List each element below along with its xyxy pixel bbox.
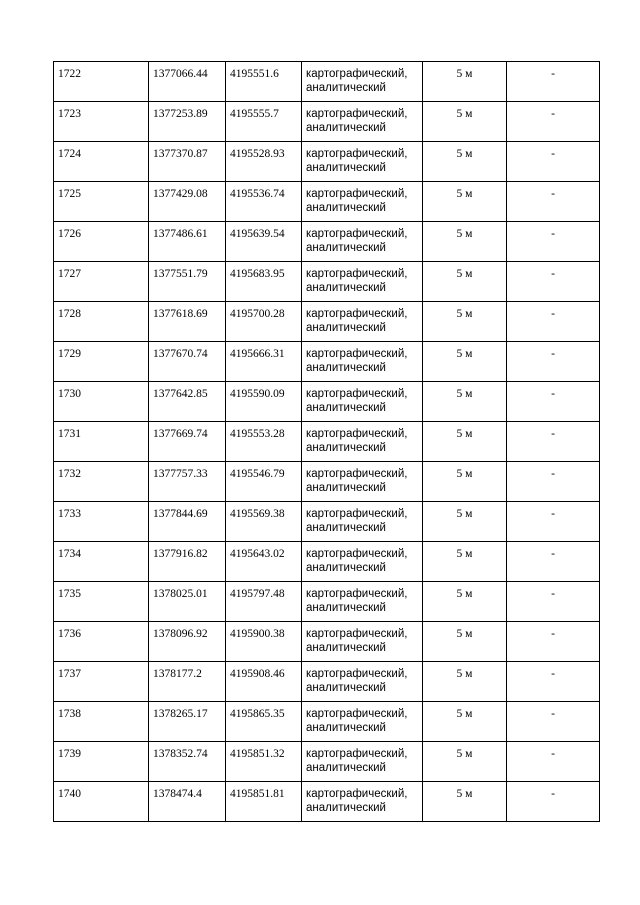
point-id-cell: 1731 [54, 422, 149, 462]
note-cell: - [507, 542, 600, 582]
y-coordinate-cell: 4195666.31 [226, 342, 302, 382]
method-text: картографический, [306, 228, 408, 240]
method-text: аналитический [306, 722, 386, 734]
method-text: аналитический [306, 122, 386, 134]
table-row [54, 182, 600, 222]
method-text: аналитический [306, 562, 386, 574]
method-text: аналитический [306, 402, 386, 414]
accuracy-cell: 5 м [423, 742, 507, 782]
method-text: картографический, [306, 588, 408, 600]
method-text: аналитический [306, 362, 386, 374]
note-cell: - [507, 462, 600, 502]
x-coordinate-cell: 1377669.74 [149, 422, 226, 462]
point-id-cell: 1738 [54, 702, 149, 742]
method-cell [302, 182, 423, 222]
method-text: картографический, [306, 748, 408, 760]
y-coordinate-cell: 4195865.35 [226, 702, 302, 742]
accuracy-cell: 5 м [423, 342, 507, 382]
table-row [54, 742, 600, 782]
point-id-cell: 1732 [54, 462, 149, 502]
note-cell: - [507, 302, 600, 342]
note-cell: - [507, 382, 600, 422]
y-coordinate-cell: 4195551.6 [226, 62, 302, 102]
y-coordinate-cell: 4195639.54 [226, 222, 302, 262]
y-coordinate-cell: 4195553.28 [226, 422, 302, 462]
method-text: аналитический [306, 762, 386, 774]
note-cell: - [507, 342, 600, 382]
x-coordinate-cell: 1377370.87 [149, 142, 226, 182]
point-id-cell: 1737 [54, 662, 149, 702]
method-text: аналитический [306, 202, 386, 214]
point-id-cell: 1723 [54, 102, 149, 142]
point-id-cell: 1722 [54, 62, 149, 102]
point-id-cell: 1739 [54, 742, 149, 782]
y-coordinate-cell: 4195908.46 [226, 662, 302, 702]
method-text: картографический, [306, 668, 408, 680]
table-row [54, 302, 600, 342]
x-coordinate-cell: 1378025.01 [149, 582, 226, 622]
table-row [54, 382, 600, 422]
x-coordinate-cell: 1377066.44 [149, 62, 226, 102]
table-row [54, 542, 600, 582]
method-cell [302, 102, 423, 142]
x-coordinate-cell: 1377844.69 [149, 502, 226, 542]
accuracy-cell: 5 м [423, 262, 507, 302]
point-id-cell: 1725 [54, 182, 149, 222]
accuracy-cell: 5 м [423, 582, 507, 622]
accuracy-cell: 5 м [423, 702, 507, 742]
accuracy-cell: 5 м [423, 382, 507, 422]
method-cell [302, 422, 423, 462]
accuracy-cell: 5 м [423, 502, 507, 542]
method-text: картографический, [306, 468, 408, 480]
table-row [54, 222, 600, 262]
method-text: картографический, [306, 68, 408, 80]
y-coordinate-cell: 4195797.48 [226, 582, 302, 622]
y-coordinate-cell: 4195700.28 [226, 302, 302, 342]
method-text: аналитический [306, 82, 386, 94]
accuracy-cell: 5 м [423, 542, 507, 582]
method-cell [302, 742, 423, 782]
point-id-cell: 1727 [54, 262, 149, 302]
method-cell [302, 222, 423, 262]
method-text: картографический, [306, 268, 408, 280]
note-cell: - [507, 502, 600, 542]
method-text: аналитический [306, 162, 386, 174]
method-text: картографический, [306, 108, 408, 120]
method-cell [302, 582, 423, 622]
y-coordinate-cell: 4195536.74 [226, 182, 302, 222]
accuracy-cell: 5 м [423, 782, 507, 822]
accuracy-cell: 5 м [423, 422, 507, 462]
accuracy-cell: 5 м [423, 142, 507, 182]
x-coordinate-cell: 1377618.69 [149, 302, 226, 342]
note-cell: - [507, 62, 600, 102]
x-coordinate-cell: 1378177.2 [149, 662, 226, 702]
table-row [54, 102, 600, 142]
method-text: аналитический [306, 522, 386, 534]
accuracy-cell: 5 м [423, 102, 507, 142]
table-row [54, 782, 600, 822]
method-cell [302, 262, 423, 302]
note-cell: - [507, 422, 600, 462]
note-cell: - [507, 262, 600, 302]
point-id-cell: 1724 [54, 142, 149, 182]
x-coordinate-cell: 1377486.61 [149, 222, 226, 262]
method-text: картографический, [306, 148, 408, 160]
table-row [54, 342, 600, 382]
table-row [54, 662, 600, 702]
method-text: аналитический [306, 602, 386, 614]
x-coordinate-cell: 1377757.33 [149, 462, 226, 502]
note-cell: - [507, 182, 600, 222]
point-id-cell: 1734 [54, 542, 149, 582]
y-coordinate-cell: 4195569.38 [226, 502, 302, 542]
method-cell [302, 662, 423, 702]
note-cell: - [507, 582, 600, 622]
method-text: картографический, [306, 628, 408, 640]
method-text: аналитический [306, 682, 386, 694]
table-row [54, 702, 600, 742]
x-coordinate-cell: 1378265.17 [149, 702, 226, 742]
note-cell: - [507, 702, 600, 742]
y-coordinate-cell: 4195643.02 [226, 542, 302, 582]
table-row [54, 62, 600, 102]
x-coordinate-cell: 1377670.74 [149, 342, 226, 382]
method-text: картографический, [306, 348, 408, 360]
y-coordinate-cell: 4195851.81 [226, 782, 302, 822]
method-cell [302, 702, 423, 742]
table-row [54, 622, 600, 662]
x-coordinate-cell: 1377429.08 [149, 182, 226, 222]
point-id-cell: 1736 [54, 622, 149, 662]
accuracy-cell: 5 м [423, 222, 507, 262]
y-coordinate-cell: 4195546.79 [226, 462, 302, 502]
accuracy-cell: 5 м [423, 662, 507, 702]
note-cell: - [507, 742, 600, 782]
y-coordinate-cell: 4195590.09 [226, 382, 302, 422]
method-cell [302, 462, 423, 502]
table-row [54, 462, 600, 502]
y-coordinate-cell: 4195851.32 [226, 742, 302, 782]
method-text: картографический, [306, 788, 408, 800]
note-cell: - [507, 142, 600, 182]
method-text: картографический, [306, 428, 408, 440]
accuracy-cell: 5 м [423, 62, 507, 102]
method-text: аналитический [306, 242, 386, 254]
method-cell [302, 542, 423, 582]
x-coordinate-cell: 1377642.85 [149, 382, 226, 422]
method-cell [302, 502, 423, 542]
method-text: аналитический [306, 442, 386, 454]
coordinates-table [53, 61, 600, 822]
point-id-cell: 1726 [54, 222, 149, 262]
method-cell [302, 62, 423, 102]
y-coordinate-cell: 4195683.95 [226, 262, 302, 302]
method-cell [302, 622, 423, 662]
method-text: аналитический [306, 802, 386, 814]
point-id-cell: 1735 [54, 582, 149, 622]
note-cell: - [507, 222, 600, 262]
x-coordinate-cell: 1378474.4 [149, 782, 226, 822]
point-id-cell: 1740 [54, 782, 149, 822]
method-text: картографический, [306, 388, 408, 400]
method-text: аналитический [306, 282, 386, 294]
x-coordinate-cell: 1377253.89 [149, 102, 226, 142]
coordinates-table-body [54, 62, 600, 822]
accuracy-cell: 5 м [423, 182, 507, 222]
method-text: картографический, [306, 548, 408, 560]
method-text: картографический, [306, 308, 408, 320]
table-row [54, 582, 600, 622]
note-cell: - [507, 662, 600, 702]
note-cell: - [507, 782, 600, 822]
method-text: картографический, [306, 188, 408, 200]
x-coordinate-cell: 1377916.82 [149, 542, 226, 582]
method-cell [302, 782, 423, 822]
method-text: картографический, [306, 508, 408, 520]
method-cell [302, 142, 423, 182]
method-text: картографический, [306, 708, 408, 720]
point-id-cell: 1730 [54, 382, 149, 422]
x-coordinate-cell: 1378352.74 [149, 742, 226, 782]
method-text: аналитический [306, 482, 386, 494]
table-row [54, 142, 600, 182]
point-id-cell: 1729 [54, 342, 149, 382]
method-text: аналитический [306, 322, 386, 334]
x-coordinate-cell: 1378096.92 [149, 622, 226, 662]
table-row [54, 502, 600, 542]
note-cell: - [507, 102, 600, 142]
point-id-cell: 1728 [54, 302, 149, 342]
accuracy-cell: 5 м [423, 462, 507, 502]
y-coordinate-cell: 4195900.38 [226, 622, 302, 662]
table-row [54, 422, 600, 462]
method-text: аналитический [306, 642, 386, 654]
point-id-cell: 1733 [54, 502, 149, 542]
method-cell [302, 382, 423, 422]
table-row [54, 262, 600, 302]
accuracy-cell: 5 м [423, 622, 507, 662]
method-cell [302, 302, 423, 342]
accuracy-cell: 5 м [423, 302, 507, 342]
y-coordinate-cell: 4195555.7 [226, 102, 302, 142]
note-cell: - [507, 622, 600, 662]
method-cell [302, 342, 423, 382]
y-coordinate-cell: 4195528.93 [226, 142, 302, 182]
x-coordinate-cell: 1377551.79 [149, 262, 226, 302]
